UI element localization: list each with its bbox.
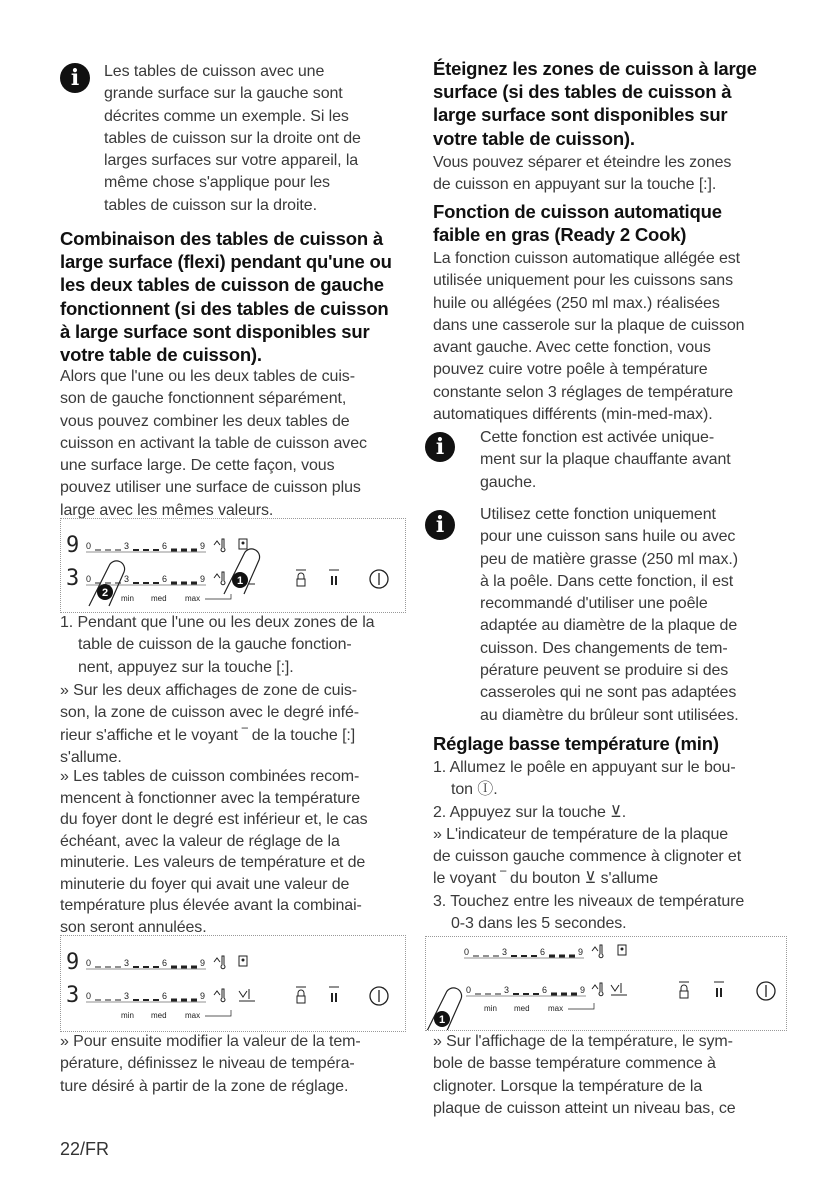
paragraph-combined-zones	[60, 766, 367, 938]
text-line: » Les tables de cuisson combinées recom-	[60, 768, 360, 785]
text-line: » Sur les deux affichages de zone de cuis-	[60, 682, 358, 699]
thermometer-icon[interactable]	[214, 539, 225, 552]
section-heading-ready2cook	[433, 200, 722, 246]
scale-label: 0	[86, 541, 92, 551]
text-line: constante selon 3 réglages de température	[433, 383, 734, 401]
scale-label: 0	[466, 985, 472, 995]
steps-low-temperature	[433, 757, 744, 935]
text-line: à large surface sont disponibles sur	[60, 320, 370, 342]
callout-number: 2	[101, 587, 109, 599]
text-line: Réglage basse température (min)	[433, 733, 719, 754]
text-line: automatiques différents (min-med-max).	[433, 406, 713, 424]
text-line: du foyer dont le degré est inférieur et, le cas	[60, 811, 368, 828]
flexi-key-icon[interactable]	[239, 539, 247, 549]
power-icon[interactable]	[370, 570, 388, 588]
scale-label: 3	[504, 985, 510, 995]
scale-label: 0	[86, 991, 92, 1001]
text-line: Cette fonction est activée unique-	[480, 429, 715, 446]
thermometer-icon[interactable]	[592, 945, 603, 958]
text-line: pouvez cuire votre poêle à température	[433, 361, 708, 379]
scale-label: 9	[578, 947, 584, 957]
text-line: échéant, avec la valeur de réglage de la	[60, 832, 340, 850]
paragraph-ready2cook	[433, 248, 744, 426]
scale-label: 9	[200, 541, 206, 551]
text-line: bole de basse température commence à	[433, 1055, 716, 1073]
text-line: pérature, définissez le niveau de tempéra-	[60, 1055, 355, 1073]
text-line: large avec les mêmes valeurs.	[60, 501, 274, 519]
scale-label: 9	[580, 985, 586, 995]
text-line: surface (si des tables de cuisson à	[433, 81, 732, 103]
text-line: utilisée uniquement pour les cuissons sans	[433, 272, 733, 290]
text-line: plaque de cuisson atteint un niveau bas, ce	[433, 1099, 736, 1117]
zone-digit-display: 3	[66, 566, 80, 591]
mode-med[interactable]: med	[514, 1004, 530, 1013]
power-level-scale[interactable]	[86, 991, 206, 1002]
text-line: son, la zone de cuisson avec le degré infé-	[60, 704, 359, 722]
thermometer-icon[interactable]	[592, 983, 603, 996]
text-line: casseroles qui ne sont pas adaptées	[480, 684, 737, 702]
paragraph-display-result	[60, 680, 359, 769]
mode-max[interactable]: max	[548, 1004, 564, 1013]
text-line: cuisson. Des changements de tem-	[480, 639, 728, 657]
scale-label: 6	[162, 991, 168, 1001]
pause-icon[interactable]	[714, 982, 724, 997]
mode-min[interactable]: min	[484, 1004, 497, 1013]
scale-label: 3	[502, 947, 508, 957]
mode-min[interactable]: min	[121, 1011, 134, 1020]
text-line: » Pour ensuite modifier la valeur de la tem-	[60, 1033, 361, 1050]
mode-bracket	[205, 1010, 231, 1016]
text-line: les deux tables de cuisson de gauche	[60, 274, 384, 296]
scale-label: 6	[542, 985, 548, 995]
mode-min[interactable]: min	[121, 594, 134, 603]
scale-label: 3	[124, 991, 130, 1001]
section-heading-low-temperature	[433, 732, 719, 755]
power-icon[interactable]	[370, 987, 388, 1005]
section-heading-turn-off-zones	[433, 57, 757, 150]
text-line: de cuisson gauche commence à clignoter et	[433, 848, 742, 866]
thermometer-icon[interactable]	[214, 989, 225, 1002]
text-line: votre table de cuisson).	[433, 127, 635, 149]
scale-label: 3	[124, 958, 130, 968]
text-line: une surface large. De cette façon, vous	[60, 457, 335, 475]
step-1	[60, 612, 374, 679]
info-icon: i	[425, 432, 455, 462]
text-line: au diamètre du brûleur sont utilisées.	[480, 706, 739, 724]
control-panel-diagram-2	[60, 935, 406, 1032]
text-line: Éteignez les zones de cuisson à large	[433, 58, 757, 79]
zone-digit-display: 9	[66, 533, 80, 558]
text-line: vous pouvez combiner les deux tables de	[60, 412, 350, 430]
power-level-scale[interactable]	[86, 541, 206, 552]
scale-label: 9	[200, 991, 206, 1001]
lock-icon[interactable]	[296, 987, 306, 1003]
zone-digit-display: 9	[66, 950, 80, 975]
text-line: pérature peuvent se produire si des	[480, 662, 729, 680]
lock-icon[interactable]	[679, 982, 689, 998]
text-line: grande surface sur la gauche sont	[104, 85, 343, 103]
mode-med[interactable]: med	[151, 1011, 167, 1020]
text-line: faible en gras (Ready 2 Cook)	[433, 224, 687, 246]
scale-label: 9	[200, 958, 206, 968]
info-note-oil-free	[480, 504, 739, 727]
zone-digit-display: 3	[66, 983, 80, 1008]
low-temp-icon[interactable]	[611, 983, 627, 995]
low-temp-icon[interactable]	[239, 989, 255, 1001]
text-line: pour une cuisson sans huile ou avec	[480, 528, 736, 546]
paragraph-flexi-intro	[60, 366, 367, 522]
text-line: température plus élevée avant la combinai-	[60, 897, 362, 914]
text-line: Alors que l'une ou les deux tables de cuis-	[60, 368, 355, 385]
text-line: minuterie. Les valeurs de température et de	[60, 854, 366, 871]
mode-max[interactable]: max	[185, 1011, 201, 1020]
text-line: large surface sont disponibles sur	[433, 104, 728, 126]
text-line: pouvez utiliser une surface de cuisson plus	[60, 479, 361, 497]
section-heading-flexi-combination	[60, 227, 392, 366]
text-line: La fonction cuisson automatique allégée est	[433, 250, 741, 267]
scale-label: 3	[124, 574, 130, 584]
text-line: Utilisez cette fonction uniquement	[480, 506, 716, 523]
text-line: larges surfaces sur votre appareil, la	[104, 152, 359, 170]
text-line: peu de matière grasse (250 ml max.)	[480, 550, 738, 568]
scale-label: 9	[200, 574, 206, 584]
text-line: adaptée au diamètre de la plaque de	[480, 617, 738, 635]
text-line: Combinaison des tables de cuisson à	[60, 228, 384, 249]
info-icon: i	[425, 510, 455, 540]
control-panel-diagram-1	[60, 518, 406, 613]
text-line: avant gauche. Avec cette fonction, vous	[433, 339, 711, 357]
info-icon: i	[60, 63, 90, 93]
text-line: rieur s'affiche et le voyant ‾ de la touche [:]	[60, 726, 356, 744]
text-line: clignoter. Lorsque la température de la	[433, 1077, 703, 1095]
text-line: dans une casserole sur la plaque de cuisson	[433, 316, 745, 334]
text-line: nent, appuyez sur la touche [:].	[78, 658, 294, 676]
info-note-large-surface	[104, 61, 361, 217]
text-line: recommandé d'utiliser une poêle	[480, 595, 708, 613]
callout-number: 1	[438, 1014, 446, 1026]
mode-med[interactable]: med	[151, 594, 167, 603]
scale-label: 6	[162, 541, 168, 551]
text-line: 1. Allumez le poêle en appuyant sur le bou-	[433, 759, 736, 776]
thermometer-icon[interactable]	[214, 572, 225, 585]
text-line: huile ou allégées (250 ml max.) réalisées	[433, 294, 720, 312]
finger-pointer-1	[224, 549, 260, 594]
pause-icon[interactable]	[329, 987, 339, 1002]
paragraph-separate-zones	[433, 152, 731, 197]
text-line: Vous pouvez séparer et éteindre les zones	[433, 154, 732, 171]
text-line: tables de cuisson sur la droite.	[104, 196, 317, 214]
scale-label: 6	[540, 947, 546, 957]
text-line: votre table de cuisson).	[60, 344, 262, 366]
callout-number: 1	[236, 575, 244, 587]
scale-label: 6	[162, 958, 168, 968]
scale-label: 0	[86, 574, 92, 584]
control-panel-diagram-3	[425, 936, 787, 1031]
text-line: » L'indicateur de température de la plaque	[433, 825, 729, 843]
mode-max[interactable]: max	[185, 594, 201, 603]
scale-label: 0	[86, 958, 92, 968]
info-note-front-left	[480, 427, 731, 494]
text-line: Les tables de cuisson avec une	[104, 63, 325, 80]
flexi-key-icon[interactable]	[239, 956, 247, 966]
power-level-scale[interactable]	[464, 947, 584, 958]
text-line: fonctionnent (si des tables de cuisson	[60, 297, 389, 319]
text-line: s'allume.	[60, 748, 122, 766]
thermometer-icon[interactable]	[214, 956, 225, 969]
paragraph-modify-temperature	[60, 1031, 361, 1098]
lock-icon[interactable]	[296, 570, 306, 586]
text-line: son de gauche fonctionnent séparément,	[60, 390, 347, 408]
power-icon[interactable]	[757, 982, 775, 1000]
text-line: cuisson en activant la table de cuisson avec	[60, 434, 367, 452]
text-line: 3. Touchez entre les niveaux de température	[433, 892, 745, 910]
text-line: Fonction de cuisson automatique	[433, 201, 722, 222]
mode-bracket	[568, 1003, 594, 1009]
power-level-scale[interactable]	[86, 958, 206, 969]
pause-icon[interactable]	[329, 570, 339, 585]
text-line: le voyant ‾ du bouton ⊻ s'allume	[433, 870, 659, 888]
text-line: 2. Appuyez sur la touche ⊻.	[433, 803, 627, 821]
scale-label: 0	[464, 947, 470, 957]
text-line: 1. Pendant que l'une ou les deux zones de la	[60, 614, 375, 631]
text-line: de cuisson en appuyant sur la touche [:].	[433, 176, 717, 194]
text-line: ment sur la plaque chauffante avant	[480, 451, 731, 469]
text-line: gauche.	[480, 473, 537, 491]
paragraph-low-temp-symbol	[433, 1031, 736, 1120]
text-line: mencent à fonctionner avec la température	[60, 789, 361, 807]
scale-label: 3	[124, 541, 130, 551]
text-line: son seront annulées.	[60, 918, 207, 936]
text-line: ture désiré à partir de la zone de réglage.	[60, 1077, 349, 1095]
flexi-key-icon[interactable]	[618, 945, 626, 955]
page-number: 22/FR	[60, 1139, 110, 1159]
text-line: décrites comme un exemple. Si les	[104, 107, 349, 125]
text-line: » Sur l'affichage de la température, le sym-	[433, 1033, 733, 1050]
scale-label: 6	[162, 574, 168, 584]
text-line: table de cuisson de la gauche fonction-	[78, 636, 352, 654]
text-line: minuterie du foyer qui avait une valeur de	[60, 875, 350, 893]
text-line: même chose s'applique pour les	[104, 174, 330, 192]
power-level-scale[interactable]	[466, 985, 586, 996]
text-line: ton Ⓘ.	[451, 781, 498, 799]
text-line: large surface (flexi) pendant qu'une ou	[60, 251, 392, 273]
finger-pointer-1	[426, 988, 462, 1030]
text-line: à la poêle. Dans cette fonction, il est	[480, 572, 734, 590]
text-line: tables de cuisson sur la droite ont de	[104, 129, 361, 147]
text-line: 0-3 dans les 5 secondes.	[451, 915, 627, 933]
